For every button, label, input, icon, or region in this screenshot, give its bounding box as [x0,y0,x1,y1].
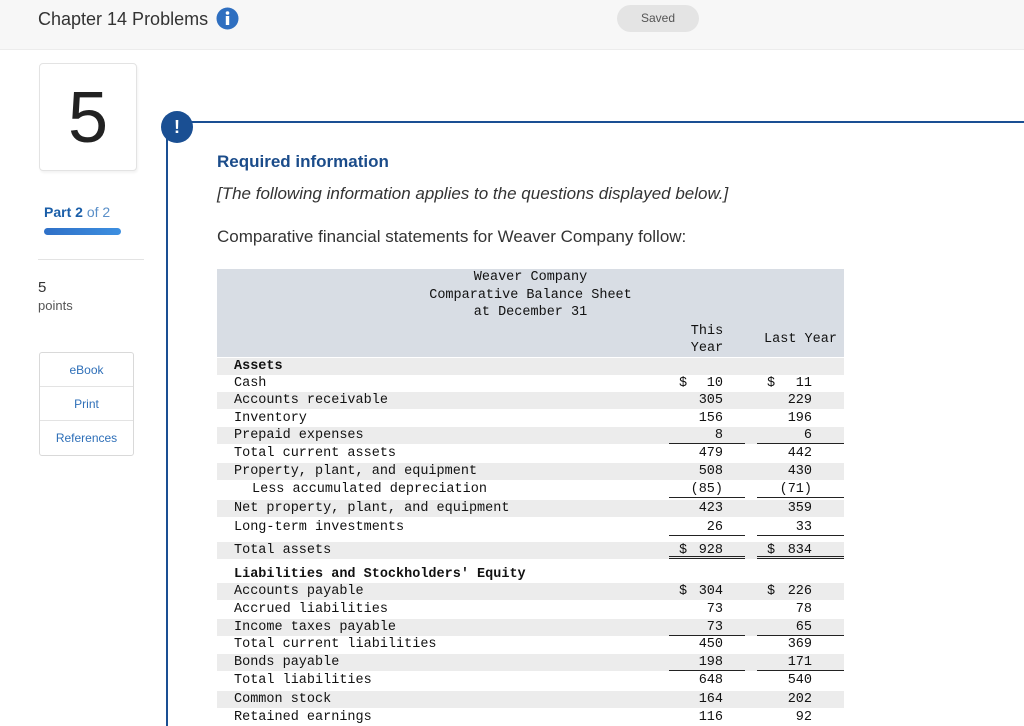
left-divider [38,259,144,260]
last-year-value [757,672,844,689]
last-year-value [757,519,844,536]
this-year-value [669,519,745,536]
cell-number: 65 [795,620,812,635]
content-horizontal-rule [178,121,1024,123]
saved-status-badge: Saved [617,5,699,32]
this-year-value [669,542,745,559]
cell-number: 6 [803,428,812,443]
row-label: Total current liabilities [234,637,437,652]
last-year-value [757,566,844,583]
cell-number: 164 [698,692,723,707]
cell-number: 202 [787,692,812,707]
currency-symbol: $ [679,543,688,558]
cell-number: 10 [706,376,723,391]
balance-sheet-table [217,269,844,726]
row-label: Assets [234,359,283,374]
required-info-note: [The following information applies to the questions displayed below.] [217,184,729,203]
cell-number: 442 [787,446,812,461]
this-year-value [669,672,745,689]
part-indicator [44,204,110,220]
cell-number: 834 [787,543,812,558]
this-year-value [669,445,745,462]
cell-number: 198 [698,655,723,670]
last-year-value [757,636,844,653]
last-year-value [757,500,844,517]
table-row [217,481,844,498]
row-label: Common stock [234,692,332,707]
row-label: Accrued liabilities [234,602,388,617]
cell-number: 171 [787,655,812,670]
last-year-value [757,619,844,636]
table-row [217,445,844,462]
cell-number: 540 [787,673,812,688]
cell-number: 229 [787,393,812,408]
table-row [217,358,844,375]
table-row [217,619,844,636]
this-year-value [669,654,745,671]
statement-date: at December 31 [473,305,588,320]
table-row [217,500,844,517]
cell-number: 11 [795,376,812,391]
row-label: Prepaid expenses [234,428,364,443]
this-year-value [669,358,745,375]
last-year-value [757,410,844,427]
row-label: Retained earnings [234,710,372,725]
row-label: Liabilities and Stockholders' Equity [234,567,526,582]
table-row [217,654,844,671]
cell-number: 78 [795,602,812,617]
this-year-value [669,619,745,636]
table-row [217,709,844,726]
this-year-value [669,500,745,517]
question-number-card [39,63,137,171]
last-year-value [757,691,844,708]
table-row [217,672,844,689]
cell-number: 73 [706,620,723,635]
row-label: Property, plant, and equipment [234,464,478,479]
this-year-value [669,601,745,618]
row-label: Cash [234,376,267,391]
column-header-last-year: Last Year [764,332,837,347]
part-progress-bar [44,228,121,235]
row-label: Accounts receivable [234,393,388,408]
table-row [217,636,844,653]
cell-number: 648 [698,673,723,688]
part-of-label: of 2 [86,204,111,220]
print-link[interactable]: Print [40,387,133,421]
this-year-value [669,566,745,583]
last-year-value [757,375,844,392]
cell-number: 450 [698,637,723,652]
cell-number: 8 [714,428,723,443]
this-year-value [669,691,745,708]
table-row [217,392,844,409]
cell-number: (85) [690,482,723,497]
content-vertical-rule [166,133,168,726]
currency-symbol: $ [767,376,776,391]
info-icon[interactable] [216,7,239,30]
currency-symbol: $ [679,376,688,391]
column-header-this-year [669,323,745,357]
row-label: Bonds payable [234,655,340,670]
cell-number: 508 [698,464,723,479]
statement-title: Comparative Balance Sheet [429,288,632,303]
last-year-value [757,463,844,480]
cell-number: (71) [779,482,812,497]
currency-symbol: $ [767,543,776,558]
table-row [217,519,844,536]
cell-number: 26 [706,520,723,535]
top-bar [0,0,1024,50]
table-row [217,427,844,444]
cell-number: 359 [787,501,812,516]
row-label: Income taxes payable [234,620,397,635]
table-row [217,542,844,559]
cell-number: 73 [706,602,723,617]
cell-number: 92 [795,710,812,725]
row-label: Total current assets [234,446,397,461]
table-row [217,375,844,392]
last-year-value [757,601,844,618]
cell-number: 369 [787,637,812,652]
row-label: Total assets [234,543,332,558]
ebook-link[interactable]: eBook [40,353,133,387]
row-label: Accounts payable [234,584,364,599]
row-label: Total liabilities [234,673,372,688]
this-year-value [669,463,745,480]
balance-sheet-header [217,269,844,357]
last-year-value [757,542,844,559]
alert-icon: ! [161,111,193,143]
row-label: Less accumulated depreciation [252,482,487,497]
page-title: Chapter 14 Problems [38,9,209,29]
last-year-value [757,654,844,671]
cell-number: 928 [698,543,723,558]
table-row [217,410,844,427]
points-value: 5 [38,279,47,296]
last-year-value [757,445,844,462]
cell-number: 305 [698,393,723,408]
resource-links [39,352,134,456]
this-year-value [669,583,745,600]
cell-number: 33 [795,520,812,535]
this-year-value [669,375,745,392]
intro-text: Comparative financial statements for Weaver Company follow: [217,227,687,246]
this-year-line-1: This [690,324,724,339]
currency-symbol: $ [767,584,776,599]
table-row [217,601,844,618]
last-year-value [757,427,844,444]
this-year-value [669,481,745,498]
last-year-value [757,583,844,600]
last-year-value [757,358,844,375]
currency-symbol: $ [679,584,688,599]
question-number: 5 [67,78,109,158]
row-label: Inventory [234,411,307,426]
table-row [217,463,844,480]
required-info-title: Required information [217,152,389,171]
this-year-value [669,427,745,444]
cell-number: 156 [698,411,723,426]
this-year-value [669,410,745,427]
last-year-value [757,392,844,409]
cell-number: 226 [787,584,812,599]
table-row [217,566,844,583]
cell-number: 116 [698,710,723,725]
last-year-value [757,481,844,498]
references-link[interactable]: References [55,431,118,445]
part-label: Part 2 [44,204,83,220]
cell-number: 304 [698,584,723,599]
this-year-line-2: Year [690,341,724,356]
cell-number: 196 [787,411,812,426]
cell-number: 479 [698,446,723,461]
last-year-value [757,709,844,726]
table-row [217,691,844,708]
points-label: points [38,298,73,313]
this-year-value [669,709,745,726]
table-row [217,583,844,600]
row-label: Net property, plant, and equipment [234,501,510,516]
cell-number: 430 [787,464,812,479]
cell-number: 423 [698,501,723,516]
this-year-value [669,636,745,653]
company-name: Weaver Company [473,270,588,285]
row-label: Long-term investments [234,520,405,535]
this-year-value [669,392,745,409]
